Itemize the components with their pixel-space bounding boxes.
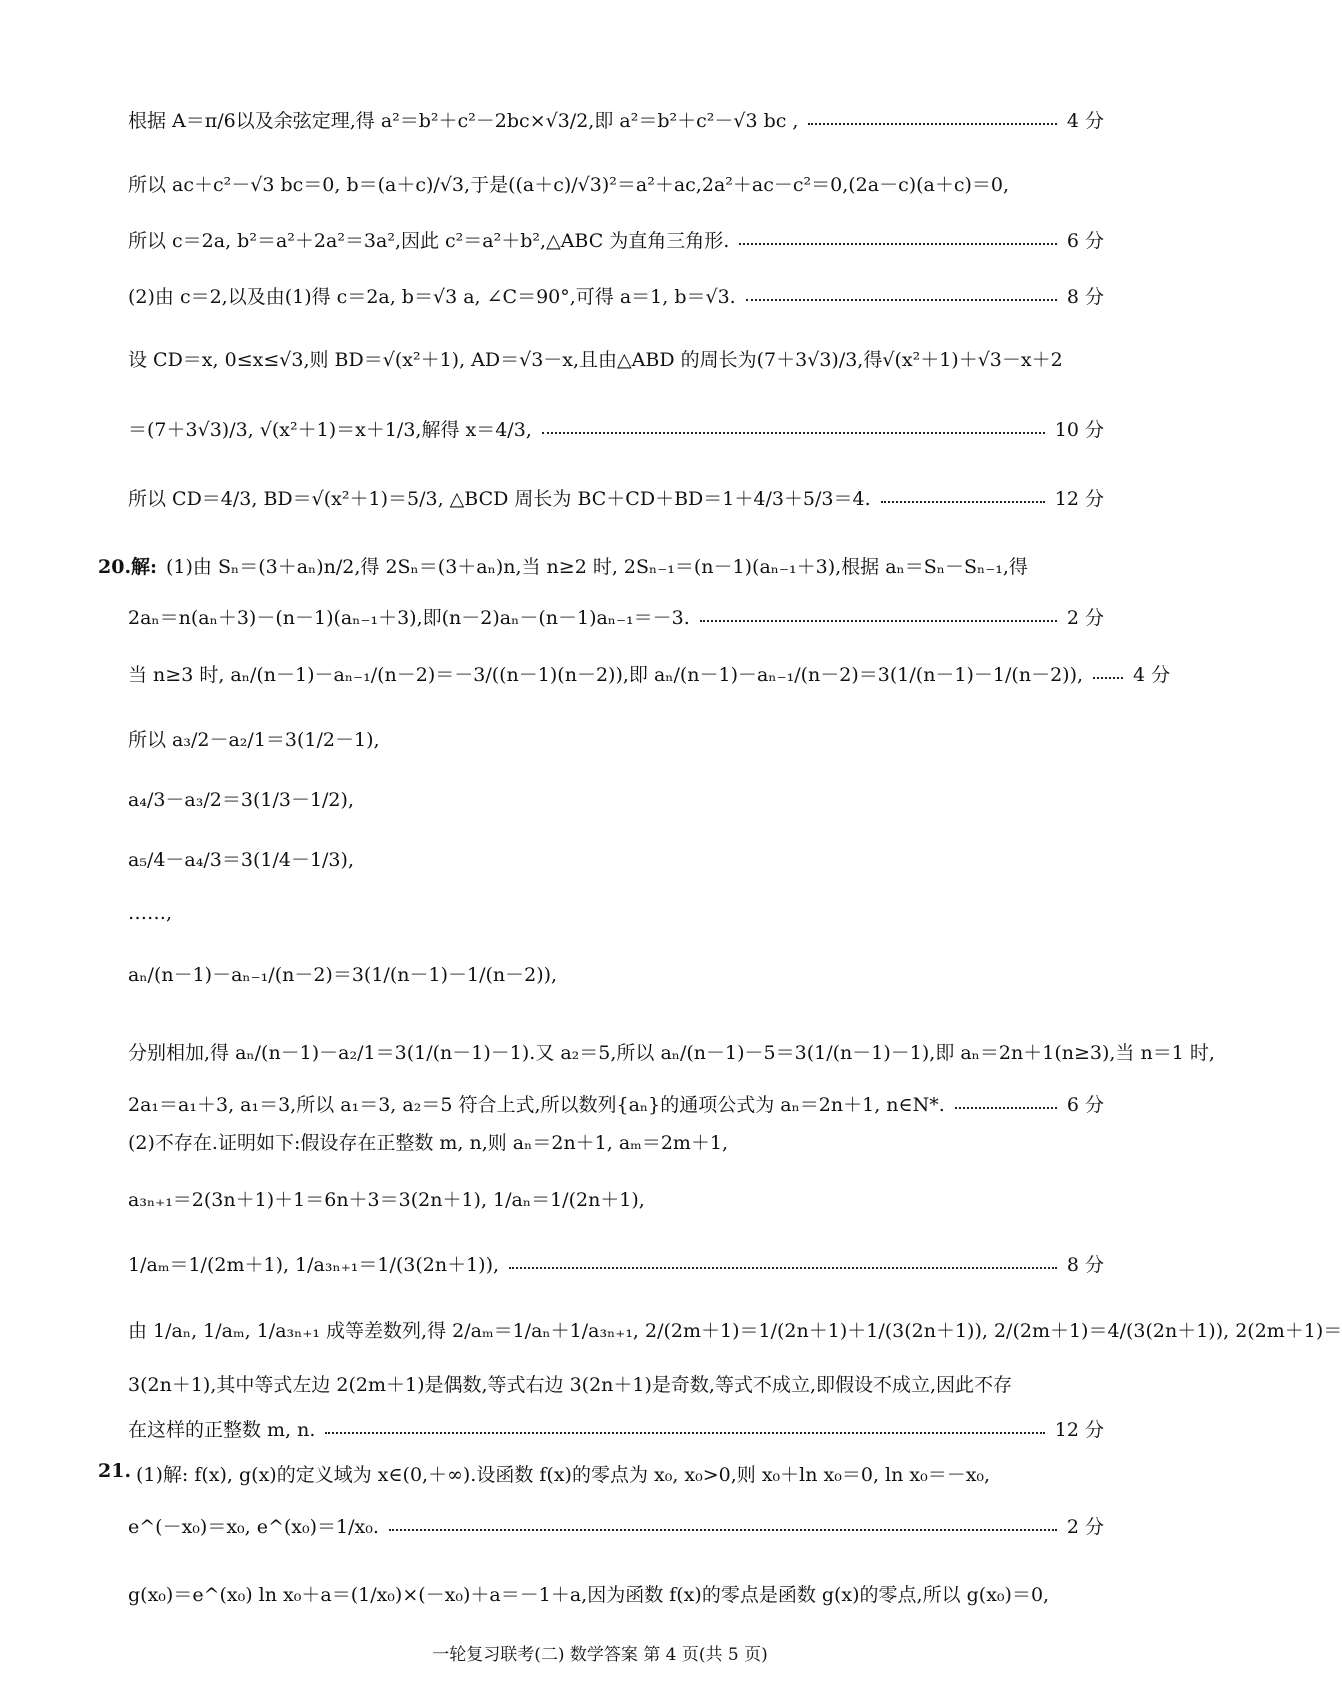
score-mark: 6 分	[1066, 230, 1104, 252]
line-text: 1/aₘ＝1/(2m＋1), 1/a₃ₙ₊₁＝1/(3(2n＋1)),	[128, 1254, 500, 1276]
dot-leader	[1093, 677, 1123, 679]
solution-line	[128, 603, 1104, 630]
solution-line	[128, 484, 1104, 511]
dot-leader	[808, 123, 1056, 125]
solution-line	[128, 1185, 1104, 1212]
line-text: a₅/4－a₄/3＝3(1/4－1/3),	[128, 849, 354, 871]
solution-line	[128, 785, 1104, 812]
line-text: 2a₁＝a₁＋3, a₁＝3,所以 a₁＝3, a₂＝5 符合上式,所以数列{aₙ}的通项公式为 aₙ＝2n＋1, n∈N*.	[128, 1094, 945, 1116]
score-mark: 4 分	[1133, 664, 1171, 686]
dot-leader	[746, 299, 1057, 301]
solution-line	[128, 660, 1171, 687]
line-text: (2)不存在.证明如下:假设存在正整数 m, n,则 aₙ＝2n＋1, aₘ＝2m＋1,	[128, 1132, 729, 1154]
solution-line	[128, 1038, 1215, 1065]
score-mark: 10 分	[1054, 419, 1104, 441]
score-mark: 2 分	[1066, 1516, 1104, 1538]
solution-line	[128, 106, 1104, 133]
dot-leader	[739, 243, 1057, 245]
solution-line	[128, 282, 1104, 309]
solution-line	[128, 1370, 1104, 1397]
solution-line	[128, 845, 1104, 872]
solution-line	[128, 170, 1104, 197]
line-text: aₙ/(n－1)－aₙ₋₁/(n－2)＝3(1/(n－1)－1/(n－2)),	[128, 964, 558, 986]
solution-line	[136, 1460, 1104, 1487]
line-text: ……,	[128, 902, 173, 924]
line-text: 所以 CD＝4/3, BD＝√(x²＋1)＝5/3, △BCD 周长为 BC＋CD＋BD＝1＋4/3＋5/3＝4.	[128, 488, 871, 510]
solution-line	[128, 415, 1104, 442]
line-text: 分别相加,得 aₙ/(n－1)－a₂/1＝3(1/(n－1)－1).又 a₂＝5,所以 aₙ/(n－1)－5＝3(1/(n－1)－1),即 aₙ＝2n＋1(n≥3),当 n＝1 时,	[128, 1042, 1215, 1064]
line-text: 根据 A＝π/6以及余弦定理,得 a²＝b²＋c²－2bc×√3/2,即 a²＝b²＋c²－√3 bc ,	[128, 110, 799, 132]
line-text: (1)由 Sₙ＝(3＋aₙ)n/2,得 2Sₙ＝(3＋aₙ)n,当 n≥2 时, 2Sₙ₋₁＝(n－1)(aₙ₋₁＋3),根据 aₙ＝Sₙ－Sₙ₋₁,得	[166, 556, 1028, 578]
solution-line	[128, 1128, 1104, 1155]
solution-line	[128, 226, 1104, 253]
solution-line	[128, 1415, 1104, 1442]
line-text: 设 CD＝x, 0≤x≤√3,则 BD＝√(x²＋1), AD＝√3－x,且由△ABD 的周长为(7＋3√3)/3,得√(x²＋1)＋√3－x＋2	[128, 349, 1063, 371]
solution-line	[128, 902, 1104, 924]
dot-leader	[325, 1432, 1044, 1434]
line-text: 所以 ac＋c²－√3 bc＝0, b＝(a＋c)/√3,于是((a＋c)/√3)²＝a²＋ac,2a²＋ac－c²＝0,(2a－c)(a＋c)＝0,	[128, 174, 1010, 196]
line-text: ＝(7＋3√3)/3, √(x²＋1)＝x＋1/3,解得 x＝4/3,	[128, 419, 532, 441]
score-mark: 12 分	[1054, 488, 1104, 510]
line-text: 所以 c＝2a, b²＝a²＋2a²＝3a²,因此 c²＝a²＋b²,△ABC 为直角三角形.	[128, 230, 730, 252]
score-mark: 6 分	[1066, 1094, 1104, 1116]
solution-line	[128, 1512, 1104, 1539]
line-text: e^(－x₀)＝x₀, e^(x₀)＝1/x₀.	[128, 1516, 379, 1538]
dot-leader	[389, 1529, 1057, 1531]
solution-line	[128, 960, 1104, 987]
page-footer: 一轮复习联考(二) 数学答案 第 4 页(共 5 页)	[432, 1645, 768, 1665]
line-text: (1)解: f(x), g(x)的定义域为 x∈(0,＋∞).设函数 f(x)的零点为 x₀, x₀>0,则 x₀＋ln x₀＝0, ln x₀＝－x₀,	[136, 1464, 991, 1486]
score-mark: 8 分	[1066, 286, 1104, 308]
score-mark: 12 分	[1054, 1419, 1104, 1441]
dot-leader	[542, 432, 1045, 434]
dot-leader	[700, 620, 1057, 622]
score-mark: 8 分	[1066, 1254, 1104, 1276]
line-text: 3(2n＋1),其中等式左边 2(2m＋1)是偶数,等式右边 3(2n＋1)是奇数,等式不成立,即假设不成立,因此不存	[128, 1374, 1013, 1396]
line-text: a₄/3－a₃/2＝3(1/3－1/2),	[128, 789, 354, 811]
score-mark: 4 分	[1066, 110, 1104, 132]
solution-line	[166, 552, 1104, 579]
solution-line	[128, 1090, 1104, 1117]
line-text: a₃ₙ₊₁＝2(3n＋1)＋1＝6n＋3＝3(2n＋1), 1/aₙ＝1/(2n＋1),	[128, 1189, 645, 1211]
question-number-20: 20.解:	[98, 556, 158, 578]
line-text: 所以 a₃/2－a₂/1＝3(1/2－1),	[128, 729, 380, 751]
line-text: 当 n≥3 时, aₙ/(n－1)－aₙ₋₁/(n－2)＝－3/((n－1)(n－2)),即 aₙ/(n－1)－aₙ₋₁/(n－2)＝3(1/(n－1)－1/(n－2)),	[128, 664, 1084, 686]
solution-line	[128, 1316, 1342, 1343]
line-text: (2)由 c＝2,以及由(1)得 c＝2a, b＝√3 a, ∠C＝90°,可得 a＝1, b＝√3.	[128, 286, 736, 308]
solution-line	[128, 1580, 1104, 1607]
dot-leader	[955, 1107, 1057, 1109]
line-text: 2aₙ＝n(aₙ＋3)－(n－1)(aₙ₋₁＋3),即(n－2)aₙ－(n－1)aₙ₋₁＝－3.	[128, 607, 690, 629]
dot-leader	[881, 501, 1045, 503]
line-text: 由 1/aₙ, 1/aₘ, 1/a₃ₙ₊₁ 成等差数列,得 2/aₘ＝1/aₙ＋1/a₃ₙ₊₁, 2/(2m＋1)＝1/(2n＋1)＋1/(3(2n＋1)), 2/(2m＋1)＝4/(3(2n＋1)), 2(2m＋1)＝	[128, 1320, 1342, 1342]
dot-leader	[509, 1267, 1057, 1269]
solution-line	[128, 345, 1104, 372]
question-number-21: 21.	[98, 1460, 132, 1482]
solution-line	[128, 725, 1104, 752]
line-text: 在这样的正整数 m, n.	[128, 1419, 316, 1441]
score-mark: 2 分	[1066, 607, 1104, 629]
line-text: g(x₀)＝e^(x₀) ln x₀＋a＝(1/x₀)×(－x₀)＋a＝－1＋a,因为函数 f(x)的零点是函数 g(x)的零点,所以 g(x₀)＝0,	[128, 1584, 1050, 1606]
solution-line	[128, 1250, 1104, 1277]
